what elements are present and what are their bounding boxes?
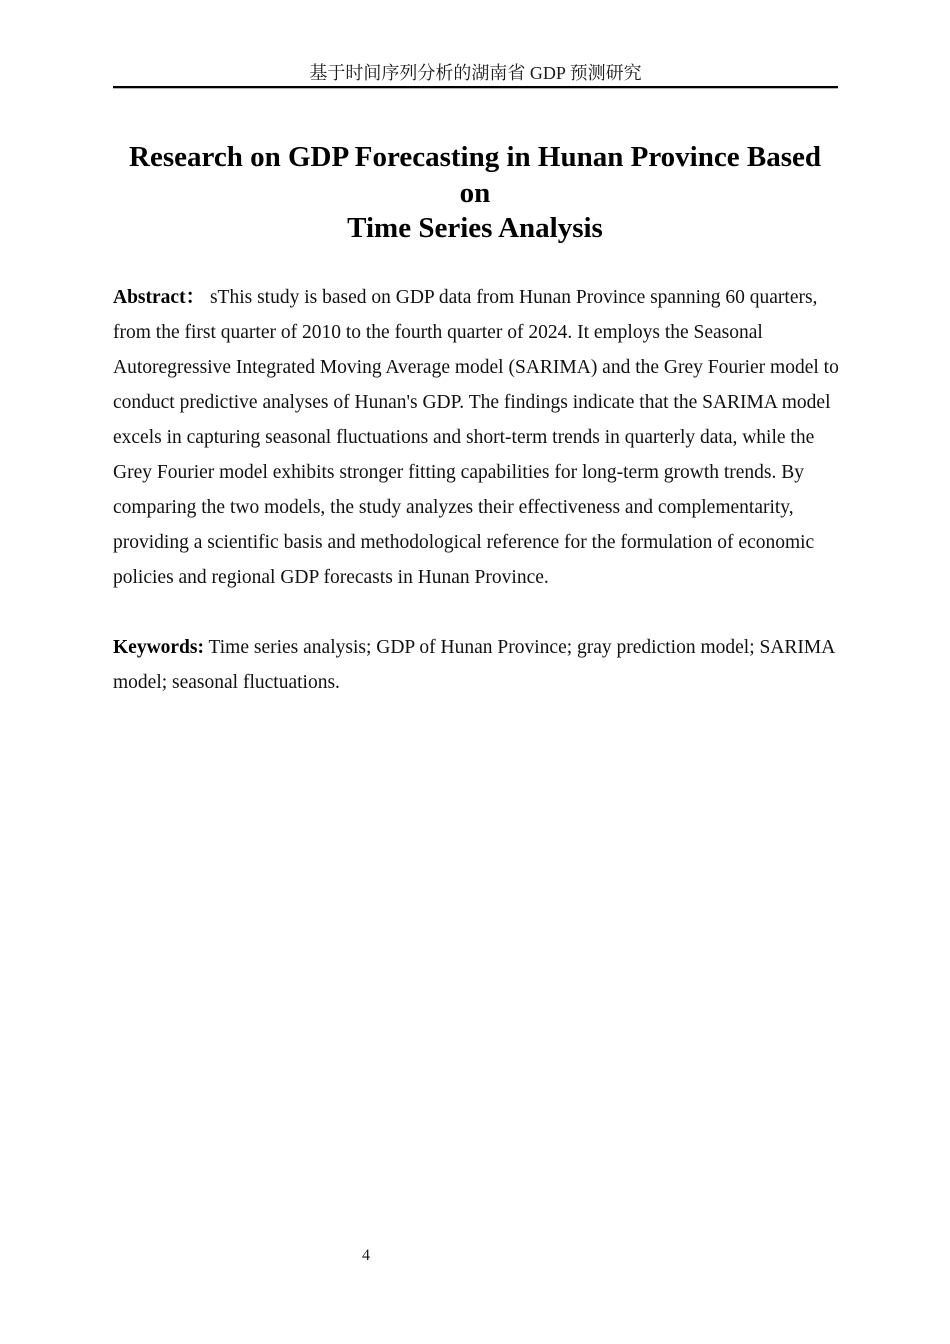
paper-title-line-1: Research on GDP Forecasting in Hunan Province Based [129, 141, 821, 173]
paper-title-line-3: Time Series Analysis [347, 212, 603, 244]
keywords-label: Keywords: [113, 637, 204, 658]
abstract-line: excels in capturing seasonal fluctuations and short-term trends in quarterly data, while the [113, 427, 815, 448]
abstract-line: Grey Fourier model exhibits stronger fitting capabilities for long-term growth trends. By [113, 462, 805, 483]
abstract-text: sThis study is based on GDP data from Hunan Province spanning 60 quarters, [209, 287, 818, 308]
abstract-line: providing a scientific basis and methodological reference for the formulation of economic [113, 532, 815, 553]
abstract-paragraph [113, 280, 853, 595]
keywords-paragraph [113, 630, 853, 700]
header-rule [113, 86, 838, 89]
page-number: 4 [362, 1247, 370, 1264]
abstract-line: conduct predictive analyses of Hunan's GDP. The findings indicate that the SARIMA model [113, 392, 831, 413]
abstract-line [113, 280, 853, 315]
abstract-label: Abstract： [113, 287, 206, 308]
abstract-line: policies and regional GDP forecasts in Hunan Province. [113, 567, 549, 588]
abstract-line: comparing the two models, the study analyzes their effectiveness and complementarity, [113, 497, 794, 518]
running-header-title: 基于时间序列分析的湖南省 GDP 预测研究 [309, 63, 642, 83]
keywords-text: Time series analysis; GDP of Hunan Province; gray prediction model; SARIMA [208, 637, 836, 658]
keywords-line: model; seasonal fluctuations. [113, 672, 340, 693]
abstract-line: Autoregressive Integrated Moving Average model (SARIMA) and the Grey Fourier model to [113, 357, 839, 378]
paper-title-line-2: on [459, 176, 491, 209]
paper-title [0, 140, 950, 247]
abstract-line: from the first quarter of 2010 to the fourth quarter of 2024. It employs the Seasonal [113, 322, 763, 343]
keywords-line [113, 630, 853, 665]
